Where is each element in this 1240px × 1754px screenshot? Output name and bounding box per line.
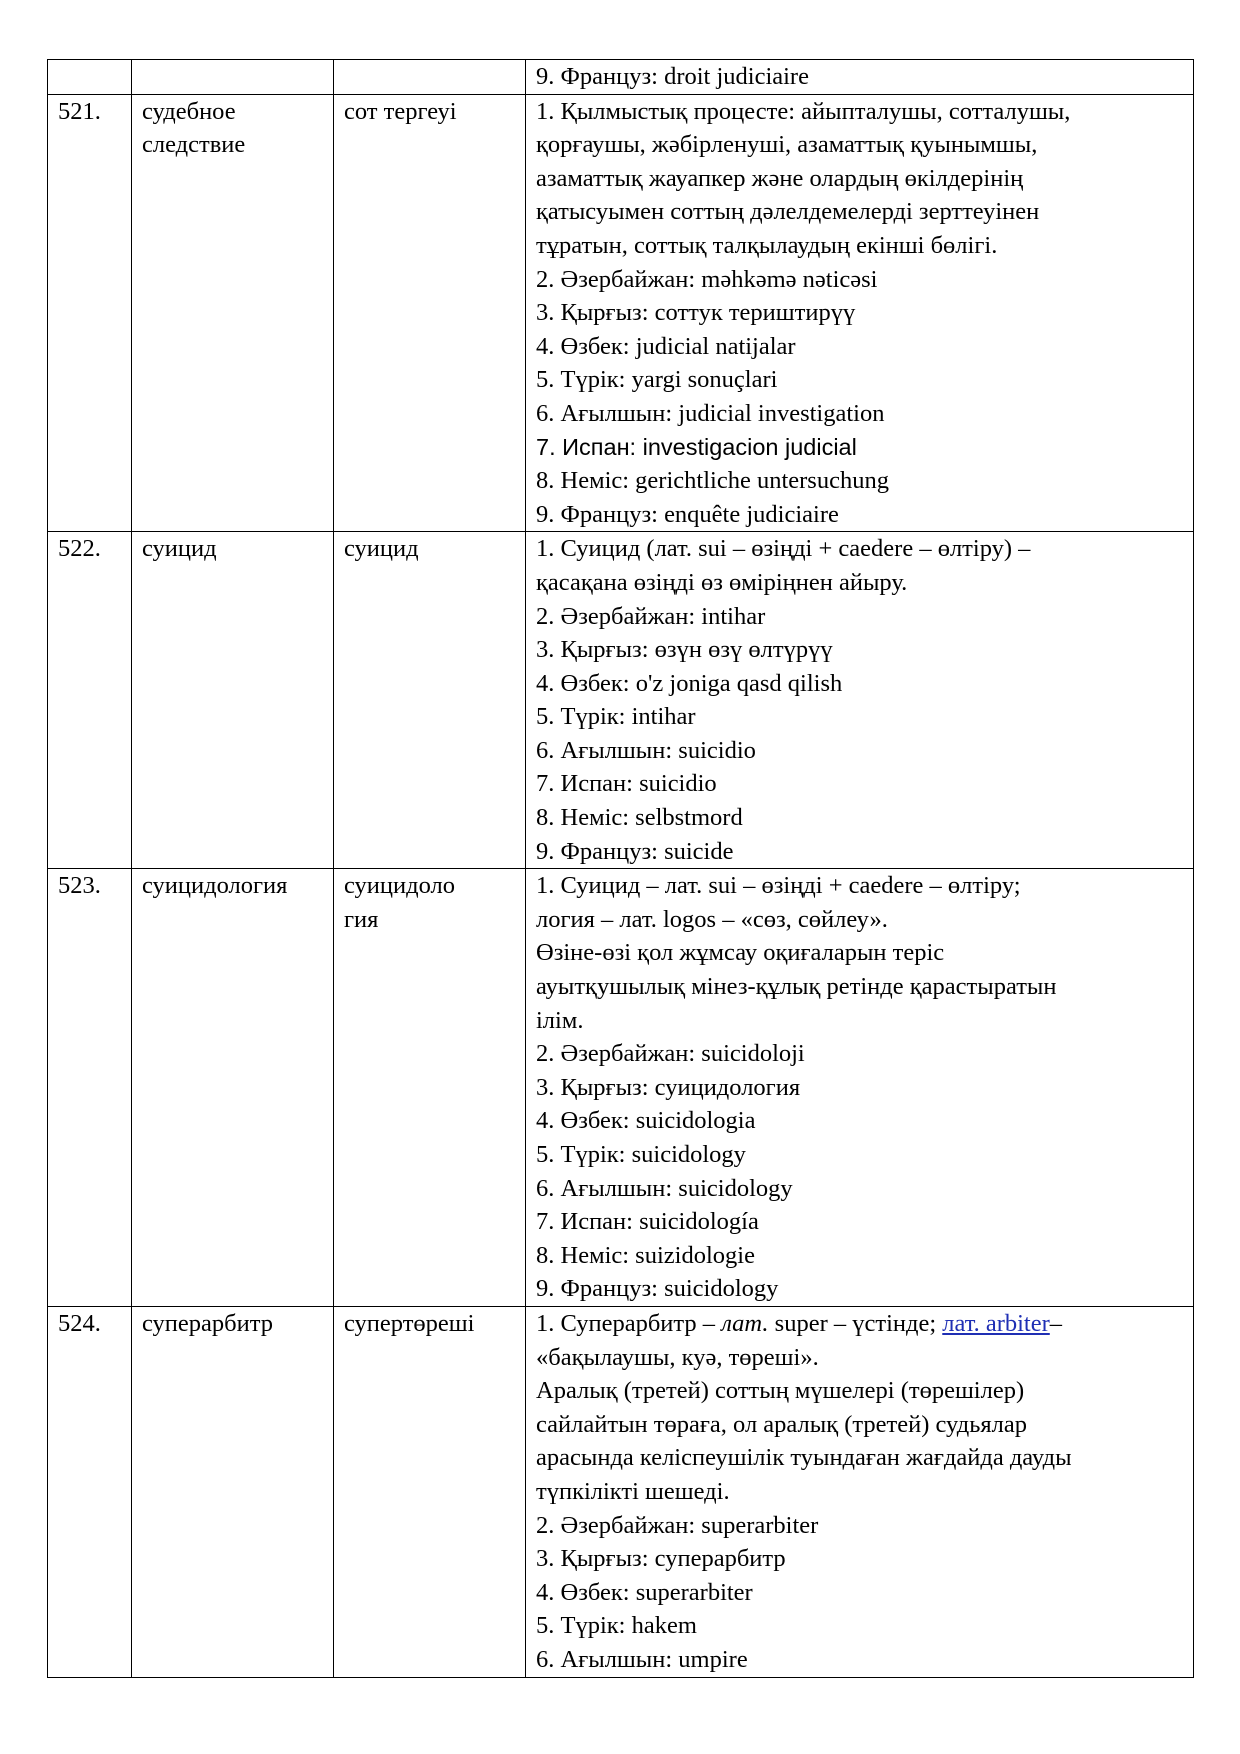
definition-cell [526,1306,1194,1677]
translation-german: 8. Неміс: selbstmord [536,804,743,832]
russian-term: суперарбитр [132,1306,334,1677]
entry-number: 523. [48,869,132,1307]
translation-kyrgyz: 3. Қырғыз: өзүн өзү өлтүрүү [536,636,833,664]
definition-cell [526,60,1194,95]
translation-english: 6. Ағылшын: suicidio [536,736,756,764]
translation-azerbaijani: 2. Әзербайжан: superarbiter [536,1511,819,1539]
translation-azerbaijani: 2. Әзербайжан: məhkəmə nəticəsi [536,265,878,293]
translation-uzbek: 4. Өзбек: superarbiter [536,1578,753,1606]
translation-kyrgyz: 3. Қырғыз: суицидология [536,1073,801,1101]
definition-text: – [1049,1309,1063,1337]
definition-line: арасында келіспеушілік туындаған жағдайда дауды [536,1444,1072,1472]
definition-line: сайлайтын төраға, ол аралық (третей) судьялар [536,1410,1028,1438]
definition-line: 1. Суицид (лат. sui – өзіңді + caedere – өлтіру) – [536,535,1031,563]
definition-line: 9. Француз: droit judiciaire [536,63,809,90]
definition-line: қатысуымен соттың дәлелдемелерді зерттеуінен [536,198,1040,226]
abbreviation-latin-italic: лат. [721,1309,769,1337]
definition-cell [526,532,1194,869]
translation-kyrgyz: 3. Қырғыз: суперарбитр [536,1545,786,1573]
definition-line: ауытқушылық мінез-құлық ретінде қарастыратын [536,973,1057,1001]
kazakh-term: суицид [334,532,526,869]
kazakh-term: супертөреші [334,1306,526,1677]
table-row [48,532,1194,869]
definition-line: түпкілікті шешеді. [536,1477,730,1505]
definition-cell [526,94,1194,532]
russian-term: суицид [132,532,334,869]
definition-line: 1. Суицид – лат. sui – өзіңді + caedere – өлтіру; [536,872,1021,900]
definition-text: super – үстінде; [768,1309,943,1337]
translation-french: 9. Француз: enquête judiciaire [536,500,839,528]
translation-azerbaijani: 2. Әзербайжан: intihar [536,602,766,630]
translation-turkish: 5. Түрік: yargi sonuçlari [536,366,778,394]
translation-german: 8. Неміс: gerichtliche untersuchung [536,467,889,495]
translation-uzbek: 4. Өзбек: judicial natijalar [536,332,796,360]
kazakh-term-cell [334,60,526,95]
number-cell [48,60,132,95]
table-row [48,94,1194,532]
translation-english: 6. Ағылшын: judicial investigation [536,399,885,427]
translation-uzbek: 4. Өзбек: o'z joniga qasd qilish [536,669,843,697]
table-row [48,869,1194,1307]
translation-spanish: 7. Испан: suicidología [536,1208,759,1236]
entry-number: 522. [48,532,132,869]
translation-english: 6. Ағылшын: umpire [536,1645,748,1673]
definition-line: азаматтық жауапкер және олардың өкілдерінің [536,164,1024,192]
translation-turkish: 5. Түрік: intihar [536,703,696,731]
translation-turkish: 5. Түрік: hakem [536,1612,697,1640]
definition-text: 1. Суперарбитр – [536,1309,722,1337]
russian-term: суицидология [132,869,334,1307]
translation-spanish: 7. Испан: suicidio [536,770,717,798]
definition-line: қорғаушы, жәбірленуші, азаматтық қуынымшы, [536,131,1038,159]
entry-number: 524. [48,1306,132,1677]
definition-line: тұратын, соттық талқылаудың екінші бөлігі. [536,231,998,259]
definition-line: 1. Қылмыстық процесте: айыпталушы, сотталушы, [536,97,1071,125]
kazakh-term: суицидоло гия [334,869,526,1307]
table-row-continued [48,60,1194,95]
definition-line: ілім. [536,1006,584,1034]
definition-line: қасақана өзіңді өз өміріңнен айыру. [536,568,908,596]
definition-line-first [536,1307,1185,1341]
translation-german: 8. Неміс: suizidologie [536,1241,755,1269]
entry-number: 521. [48,94,132,532]
translation-uzbek: 4. Өзбек: suicidologia [536,1107,756,1135]
translation-spanish: 7. Испан: investigacion judicial [536,433,857,460]
russian-term-cell [132,60,334,95]
latin-arbiter-link[interactable]: лат. arbiter [942,1309,1050,1337]
translation-french: 9. Француз: suicide [536,837,734,865]
translation-english: 6. Ағылшын: suicidology [536,1174,793,1202]
definition-cell [526,869,1194,1307]
table-row [48,1306,1194,1677]
translation-kyrgyz: 3. Қырғыз: соттук териштирүү [536,299,856,327]
translation-french: 9. Француз: suicidology [536,1275,779,1303]
glossary-table [47,59,1194,1678]
definition-line: Аралық (третей) соттың мүшелері (төрешілер) [536,1377,1025,1405]
translation-turkish: 5. Түрік: suicidology [536,1141,746,1168]
russian-term: судебное следствие [132,94,334,532]
translation-azerbaijani: 2. Әзербайжан: suicidoloji [536,1040,805,1068]
definition-line: Өзіне-өзі қол жұмсау оқиғаларын теріс [536,939,945,967]
kazakh-term: сот тергеуі [334,94,526,532]
definition-line: «бақылаушы, куә, төреші». [536,1343,819,1371]
definition-line: логия – лат. logos – «сөз, сөйлеу». [536,905,888,933]
